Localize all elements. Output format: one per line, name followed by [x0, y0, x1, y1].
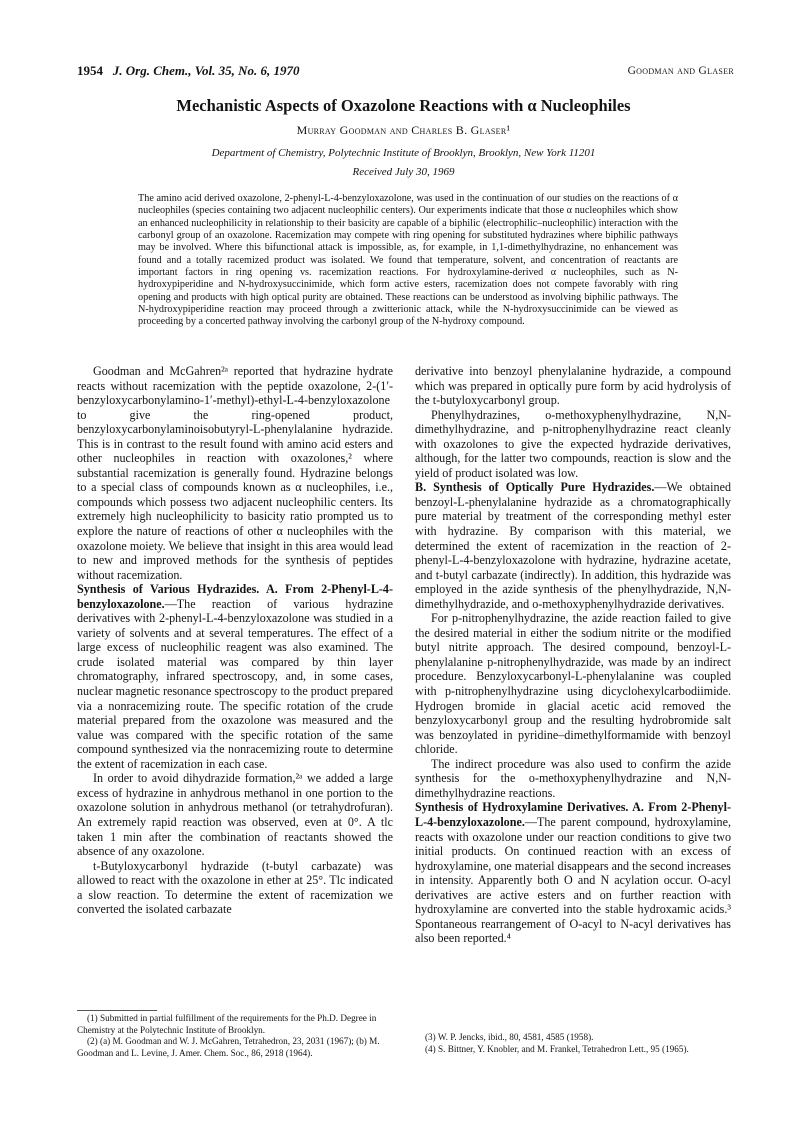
page-number: 1954	[77, 63, 103, 78]
footnote: (4) S. Bittner, Y. Knobler, and M. Frankel, Tetrahedron Lett., 95 (1965).	[425, 1043, 689, 1054]
paragraph: Goodman and McGahren²ᵃ reported that hydrazine hydrate reacts without racemization with the peptide oxazolone, 2-(1′-benzyloxycarbonylamino-1′-methyl)-ethyl-L-4-benzyloxazolone to give the ring-opened product, benzyloxycarbonylaminoisobutyryl-L-phenylalanine hydrazide. This is in contrast to the result found with amino acid esters and other nucleophiles in reaction with oxazolones,² where substantial racemization is generally found. Hydrazine belongs to a special class of compounds known as α nucleophiles, i.e., compounds which possess two adjacent nucleophilic centers. Its extremely high nucleophilicity to basicity ratio prompted us to explore the nature of reactions of other α nucleophiles with the oxazolone moiety. We believe that insight in this area would lead to new and improved methods for the synthesis of peptides without racemization.	[77, 364, 393, 582]
journal-header	[77, 63, 299, 79]
footnotes-left	[77, 1013, 393, 1059]
abstract: The amino acid derived oxazolone, 2-phenyl-L-4-benzyloxazolone, was used in the continuation of our studies on the reactions of α nucleophiles (species containing two adjacent nucleophilic centers). Our experiments indicate that those α nucleophiles which show an enhanced nucleophilicity in relationship to their basicity are capable of a biphilic (electrophilic–nucleophilic) interaction with the carbonyl group of an oxazolone. Racemization may compete with ring opening for substituted hydrazines where biphilic pathways may be involved. Where this bifunctional attack is impossible, as, for example, in 1,1-dimethylhydrazine, no enhancement was found and a totally racemized product was isolated. We found that temperature, solvent, and concentration of reactants are important factors in ring opening vs. racemization reactions. For hydroxylamine-derived α nucleophiles, such as N-hydroxypiperidine and N-hydroxysuccinimide, which form active esters, racemization does not compete favorably with ring opening and products with high optical purity are obtained. These reactions can be understood as involving biphilic pathways. The N-hydroxypiperidine reaction may proceed through a zwitterionic attack, while the N-hydroxysuccinimide can be viewed as proceeding by a concerted pathway involving the carbonyl group of the N-hydroxy compound.	[138, 193, 678, 328]
section-heading: Synthesis of Hydroxylamine Derivatives. A. From 2-Phenyl-L-4-benzyloxazolone.	[415, 800, 731, 829]
paragraph: In order to avoid dihydrazide formation,²ᵃ we added a large excess of hydrazine in anhydrous methanol in one portion to the oxazolone solution in anhydrous methanol (or tetrahydrofuran). An extremely rapid reaction was observed, even at 0°. A tlc taken 1 min after the combination of reactants showed the absence of any oxazolone.	[77, 771, 393, 859]
journal-citation: J. Org. Chem., Vol. 35, No. 6, 1970	[112, 63, 300, 78]
paragraph: Phenylhydrazines, o-methoxyphenylhydrazine, N,N-dimethylhydrazine, and p-nitrophenylhydrazine react cleanly with oxazolones to give the expected hydrazide derivatives, although, for the latter two compounds, reaction is slow and the yield of product isolated was low.	[415, 407, 731, 480]
received-date: Received July 30, 1969	[352, 166, 455, 178]
left-column	[77, 364, 393, 917]
footnotes-right	[415, 1032, 731, 1055]
article-title: Mechanistic Aspects of Oxazolone Reactions with α Nucleophiles	[176, 96, 631, 115]
section-paragraph	[415, 800, 731, 945]
running-head: Goodman and Glaser	[627, 65, 734, 77]
section-heading: B. Synthesis of Optically Pure Hydrazides.	[415, 480, 655, 495]
paragraph-text: —We obtained benzoyl-L-phenylalanine hydrazide as a chromatographically pure material by treatment of the corresponding methyl ester with hydrazine. By comparison with this material, we determined the extent of racemization in the reaction of 2-phenyl-L-4-benzyloxazolone with hydrazine, hydrazine acetate, and t-butyl carbazate (indirectly). In addition, this hydrazide was employed in the azide synthesis of the phenylhydrazide, N,N-dimethylhydrazide, and o-methoxyphenylhydrazide derivatives.	[415, 480, 731, 611]
author-line: Murray Goodman and Charles B. Glaser¹	[296, 123, 511, 137]
paragraph-text: —The reaction of various hydrazine derivatives with 2-phenyl-L-4-benzyloxazolone was studied in a variety of solvents and at several temperatures. The effect of a large excess of nucleophilic reagent was also examined. The crude isolated material was compared by thin layer chromatography, infrared spectroscopy, and, in some cases, nuclear magnetic resonance spectroscopy to the product prepared via a nonracemizing route. The specific rotation of the crude material prepared from the oxazolone was measured and the value was compared with the specific rotation of the same compound synthesized via the nonracemizing route to determine the extent of racemization in each case.	[77, 596, 393, 771]
footnote: (3) W. P. Jencks, ibid., 80, 4581, 4585 (1958).	[425, 1032, 594, 1042]
paragraph: t-Butyloxycarbonyl hydrazide (t-butyl carbazate) was allowed to react with the oxazolone in ether at 25°. Tlc indicated a slow reaction. To determine the extent of racemization we converted the isolated carbazate	[77, 858, 393, 917]
footnote: (1) Submitted in partial fulfillment of the requirements for the Ph.D. Degree in Chemistry at the Polytechnic Institute of Brooklyn.	[77, 1013, 377, 1035]
footnote-divider	[77, 1010, 157, 1011]
section-heading: Synthesis of Various Hydrazides. A. From 2-Phenyl-L-4-benzyloxazolone.	[77, 582, 393, 611]
paragraph: The indirect procedure was also used to confirm the azide synthesis for the o-methoxyphenylhydrazine and N,N-dimethylhydrazine reactions.	[415, 756, 731, 800]
footnote: (2) (a) M. Goodman and W. J. McGahren, Tetrahedron, 23, 2031 (1967); (b) M. Goodman and L. Levine, J. Amer. Chem. Soc., 86, 2918 (1964).	[77, 1036, 380, 1058]
paragraph: derivative into benzoyl phenylalanine hydrazide, a compound which was prepared in optically pure form by acid hydrolysis of the t-butyloxycarbonyl group.	[415, 364, 731, 408]
paragraph-text: —The parent compound, hydroxylamine, reacts with oxazolone under our reaction conditions to give two initial products. On continued reaction with an excess of hydroxylamine, one material disappears and the second increases in intensity. Apparently both O and N acylation occur. O-acyl derivatives are active esters and on further reaction with hydroxylamine are converted into the stable hydroxamic acids.³ Spontaneous rearrangement of O-acyl to N-acyl derivatives has also been reported.⁴	[415, 814, 731, 946]
section-paragraph	[77, 582, 393, 771]
section-paragraph	[415, 480, 731, 611]
right-column	[415, 364, 731, 946]
affiliation: Department of Chemistry, Polytechnic Institute of Brooklyn, Brooklyn, New York 11201	[211, 147, 596, 159]
paragraph: For p-nitrophenylhydrazine, the azide reaction failed to give the desired material in either the sodium nitrite or the modified butyl nitrite approach. The desired compound, benzoyl-L-phenylalanine p-nitrophenylhydrazide, was made by an indirect procedure. Benzyloxycarbonyl-L-phenylalanine was coupled with p-nitrophenylhydrazine using dicyclohexylcarbodiimide. Hydrogen bromide in glacial acetic acid removed the benzyloxycarbonyl group and the resulting hydrobromide salt was benzoylated in pyridine–dimethylformamide with benzoyl chloride.	[415, 611, 731, 757]
